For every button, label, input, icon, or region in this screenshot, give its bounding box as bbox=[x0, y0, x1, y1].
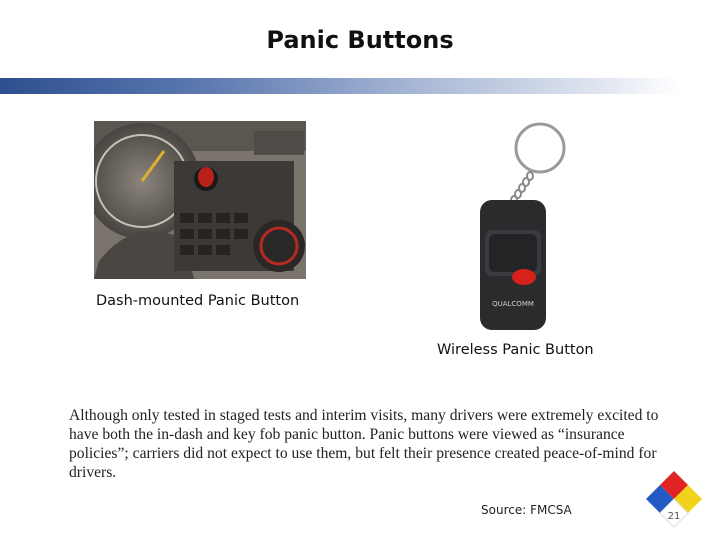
fob-logo-text: QUALCOMM bbox=[492, 300, 534, 308]
quote-text: Although only tested in staged tests and interim visits, many drivers were extremely excited to have both the in-dash and key fob panic button. Panic buttons were viewed as “insurance policies”; carriers did not expect to use them, but felt their presence created peace-of-mind for drivers. bbox=[69, 407, 659, 481]
hazmat-page-badge bbox=[644, 469, 704, 529]
page-number: 21 bbox=[667, 511, 681, 522]
dash-panic-button-photo bbox=[94, 121, 306, 279]
key-fob-illustration bbox=[462, 120, 576, 334]
source-citation: Source: FMCSA bbox=[481, 503, 572, 517]
fob-panic-red-button bbox=[512, 269, 536, 285]
slide-title: Panic Buttons bbox=[266, 26, 454, 54]
hazmat-diamond-icon bbox=[644, 469, 704, 529]
title-gradient-bar bbox=[0, 78, 680, 94]
dashboard-illustration bbox=[94, 121, 306, 279]
wireless-panic-fob-photo bbox=[462, 120, 576, 334]
dash-panic-red-button bbox=[198, 167, 214, 187]
fob-caption: Wireless Panic Button bbox=[437, 342, 594, 358]
dash-caption: Dash-mounted Panic Button bbox=[96, 293, 300, 309]
